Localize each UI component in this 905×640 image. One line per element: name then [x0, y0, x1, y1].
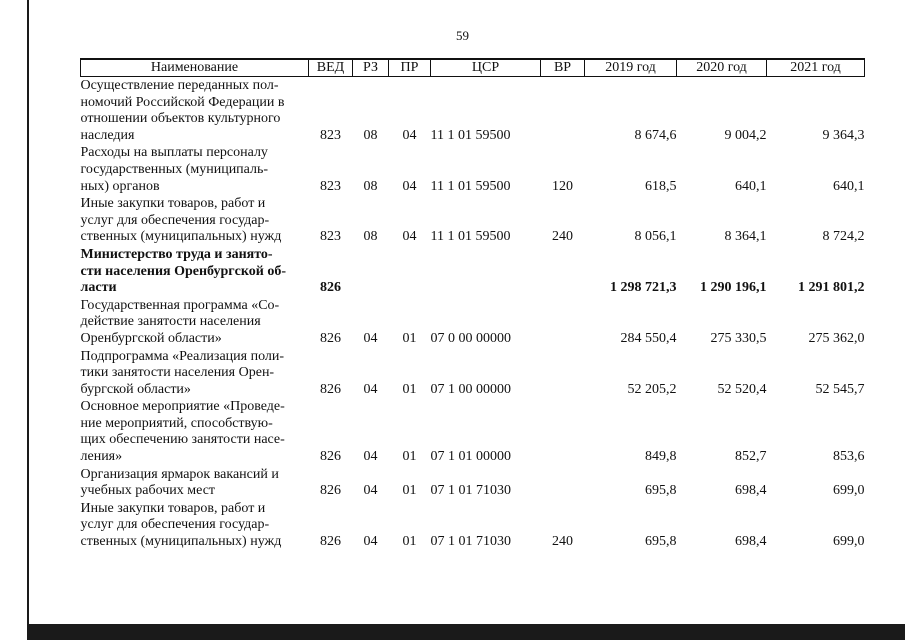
row-2019: 8 674,6 — [634, 127, 677, 143]
row-2021: 52 545,7 — [815, 381, 865, 397]
row-2021: 699,0 — [833, 534, 865, 550]
row-csr: 11 1 01 59500 — [430, 178, 511, 194]
table-row — [81, 398, 865, 465]
row-pr: 01 — [402, 381, 417, 397]
row-2019: 695,8 — [645, 534, 677, 550]
table-row — [81, 466, 865, 500]
column-header-csr: ЦСР — [431, 59, 541, 77]
row-ved: 823 — [320, 127, 341, 143]
row-csr: 11 1 01 59500 — [430, 229, 511, 245]
row-2020: 52 520,4 — [717, 381, 767, 397]
row-2019: 8 056,1 — [634, 229, 677, 245]
row-name: Министерство труда и занято- сти населения Оренбургской об- ласти — [80, 246, 286, 296]
row-csr — [431, 246, 541, 297]
row-2020: 852,7 — [735, 449, 767, 465]
column-header-pr: ПР — [389, 59, 431, 77]
row-2019: 695,8 — [645, 483, 677, 499]
row-2019: 284 550,4 — [620, 330, 677, 346]
row-ved: 823 — [320, 178, 341, 194]
row-name: Подпрограмма «Реализация поли- тики занятости населения Орен- бургской области» — [80, 348, 285, 397]
column-header-2019: 2019 год — [585, 59, 677, 77]
row-pr: 04 — [402, 229, 417, 245]
row-2019: 849,8 — [645, 449, 677, 465]
row-ved: 826 — [320, 381, 341, 397]
row-csr: 07 1 00 00000 — [430, 381, 511, 397]
column-header-rz: РЗ — [353, 59, 389, 77]
row-2021: 8 724,2 — [822, 229, 865, 245]
row-2021: 640,1 — [833, 178, 865, 194]
row-rz: 08 — [363, 127, 378, 143]
row-csr: 07 1 01 71030 — [430, 534, 511, 550]
row-pr: 01 — [402, 483, 417, 499]
row-vr: 240 — [552, 229, 573, 245]
row-2020: 275 330,5 — [710, 330, 767, 346]
row-pr: 04 — [402, 178, 417, 194]
table-row — [81, 500, 865, 551]
row-pr: 01 — [402, 534, 417, 550]
row-vr: 240 — [552, 534, 573, 550]
column-header-vr: ВР — [541, 59, 585, 77]
row-name: Иные закупки товаров, работ и услуг для обеспечения государ- ственных (муниципальных) нужд — [80, 500, 282, 550]
row-name: Государственная программа «Со- действие занятости населения Оренбургской области» — [80, 297, 280, 346]
row-vr — [541, 297, 585, 348]
row-ved: 823 — [320, 229, 341, 245]
row-vr — [541, 466, 585, 500]
row-2021: 1 291 801,2 — [798, 280, 865, 296]
row-rz: 08 — [363, 178, 378, 194]
row-2021: 275 362,0 — [808, 330, 865, 346]
row-ved: 826 — [320, 449, 341, 465]
table-row — [81, 297, 865, 348]
budget-table — [80, 58, 865, 551]
row-2021: 853,6 — [833, 449, 865, 465]
table-row — [81, 195, 865, 246]
row-2019: 618,5 — [645, 178, 677, 194]
row-ved: 826 — [320, 483, 341, 499]
column-header-ved: ВЕД — [309, 59, 353, 77]
page-bottom-border — [27, 624, 905, 640]
table-row — [81, 348, 865, 399]
row-2020: 1 290 196,1 — [700, 280, 767, 296]
row-rz — [353, 246, 389, 297]
row-rz: 04 — [363, 449, 378, 465]
column-header-name: Наименование — [81, 59, 309, 77]
row-2020: 698,4 — [735, 534, 767, 550]
row-ved: 826 — [320, 330, 341, 346]
row-csr: 11 1 01 59500 — [430, 127, 511, 143]
row-2020: 9 004,2 — [724, 127, 767, 143]
row-rz: 04 — [363, 534, 378, 550]
row-vr — [541, 77, 585, 145]
row-2021: 9 364,3 — [822, 127, 865, 143]
row-2020: 640,1 — [735, 178, 767, 194]
row-name: Организация ярмарок вакансий и учебных рабочих мест — [80, 466, 279, 499]
table-row — [81, 144, 865, 195]
row-rz: 08 — [363, 229, 378, 245]
row-csr: 07 0 00 00000 — [430, 330, 511, 346]
row-vr: 120 — [552, 178, 573, 194]
row-ved: 826 — [320, 280, 341, 296]
table-row-ministry — [81, 246, 865, 297]
row-pr: 04 — [402, 127, 417, 143]
table-header-row — [81, 59, 865, 77]
row-csr: 07 1 01 71030 — [430, 483, 511, 499]
row-2020: 8 364,1 — [724, 229, 767, 245]
row-rz: 04 — [363, 330, 378, 346]
row-csr: 07 1 01 00000 — [430, 449, 511, 465]
row-name: Иные закупки товаров, работ и услуг для обеспечения государ- ственных (муниципальных) нужд — [80, 196, 282, 245]
row-ved: 826 — [320, 534, 341, 550]
row-name: Основное мероприятие «Проведе- ние мероприятий, способствую- щих обеспечению занятости насе- ления» — [80, 399, 285, 465]
row-2019: 52 205,2 — [627, 381, 677, 397]
row-vr — [541, 398, 585, 465]
row-rz: 04 — [363, 483, 378, 499]
row-pr: 01 — [402, 449, 417, 465]
table-row — [81, 77, 865, 145]
row-pr: 01 — [402, 330, 417, 346]
column-header-2020: 2020 год — [677, 59, 767, 77]
row-vr — [541, 348, 585, 399]
row-name: Осуществление переданных пол- номочий Российской Федерации в отношении объектов культурного наследия — [80, 78, 285, 143]
row-2021: 699,0 — [833, 483, 865, 499]
row-rz: 04 — [363, 381, 378, 397]
row-2019: 1 298 721,3 — [610, 280, 677, 296]
row-pr — [389, 246, 431, 297]
page-number: 59 — [456, 28, 469, 43]
row-vr — [541, 246, 585, 297]
row-name: Расходы на выплаты персоналу государственных (муниципаль- ных) органов — [80, 145, 269, 194]
row-2020: 698,4 — [735, 483, 767, 499]
column-header-2021: 2021 год — [767, 59, 865, 77]
page-left-border — [27, 0, 29, 626]
